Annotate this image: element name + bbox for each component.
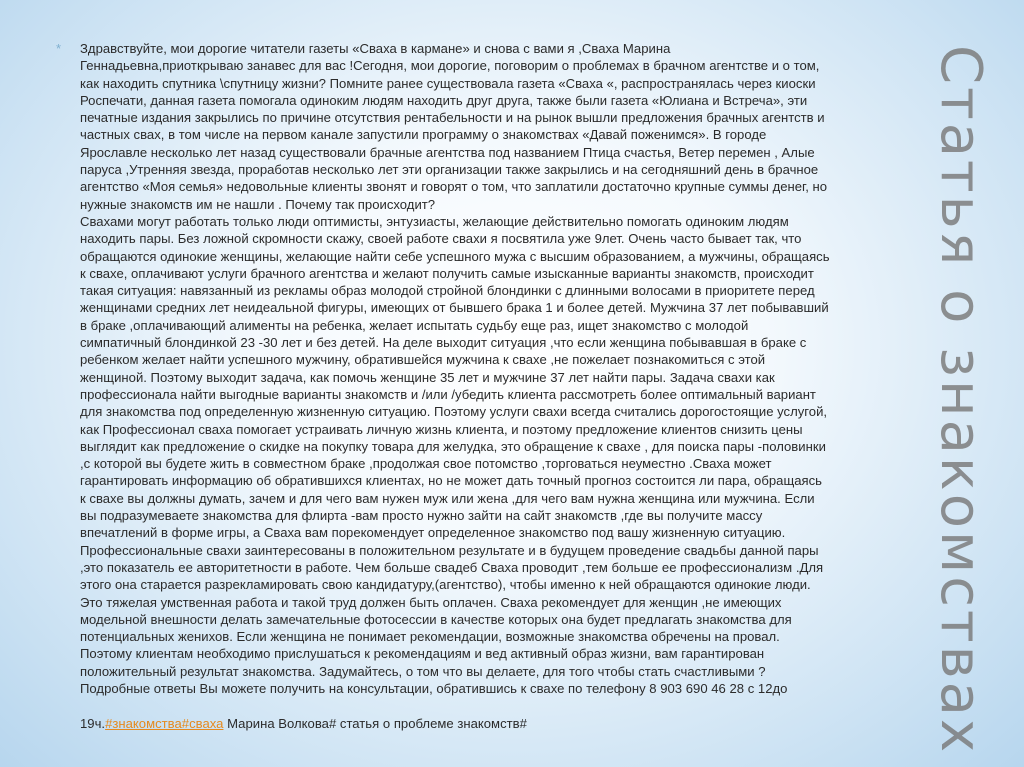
text-line: женщинами средних лет неидеальной фигуры, имеющих от бывшего брака 1 и более детей. Мужчина 37 лет побывавший xyxy=(80,300,829,316)
last-line-suffix: Марина Волкова# статья о проблеме знакомств# xyxy=(223,715,527,731)
text-line: нужные знакомств им не нашли . Почему так происходит? xyxy=(80,196,436,212)
last-line-prefix: 19ч. xyxy=(80,715,106,731)
text-line: для знакомства под определенную жизненную ситуацию. Поэтому услуги свахи всегда считались дорогостоящие услугой, xyxy=(80,404,828,420)
text-line: профессионала найти выгодные варианты знакомств и /или /убедить клиента рассмотреть более оптимальный вариант xyxy=(80,386,816,402)
text-line: симпатичный блондинкой 23 -30 лет и без детей. На деле выходит ситуация ,что если женщина побывавшая в браке с xyxy=(80,335,807,351)
last-line xyxy=(80,716,527,731)
bullet-marker: * xyxy=(56,41,62,56)
text-line: Свахами могут работать только люди оптимисты, энтузиасты, желающие действительно помогать одиноким людям xyxy=(80,213,789,229)
text-line: гарантировать информацию об обратившихся клиентах, но не может дать точный прогноз состоится ли пара, обращаясь xyxy=(80,473,823,489)
text-line: в браке ,оплачивающий алименты на ребенка, желает испытать судьбу еще раз, ищет знакомство с молодой xyxy=(80,317,749,333)
text-line: агентство «Моя семья» недовольные клиенты звонят и говорят о том, что заплатили достаточно крупные суммы денег, но xyxy=(80,179,828,195)
text-line: ,это показатель ее авторитетности в работе. Чем больше свадеб Сваха проводит ,тем больше ее профессионализм .Для xyxy=(80,559,824,575)
text-line: обращаются одинокие женщины, желающие найти себе успешного мужа с высшим образованием, а мужчины, обращаясь xyxy=(80,248,830,264)
text-line: Геннадьевна,приоткрываю занавес для вас !Сегодня, мои дорогие, поговорим о проблемах в брачном агентстве и о том, xyxy=(80,58,820,74)
text-line: вы подразумеваете знакомства для флирта -вам просто нужно зайти на сайт знакомств ,где вы получите массу xyxy=(80,508,763,524)
text-line: Это тяжелая умственная работа и такой труд должен быть оплачен. Сваха рекомендует для женщин ,не имеющих xyxy=(80,594,782,610)
text-line: находить пары. Без ложной скромности скажу, своей работе свахи я посвятила уже 9лет. Очень часто бывает так, что xyxy=(80,231,802,247)
text-line: ребенком желает найти успешного мужчину, обратившейся мужчина к свахе ,не пожелает познакомиться с этой xyxy=(80,352,766,368)
vertical-title: Статья о знакомствах xyxy=(928,45,993,756)
text-line: частных свах, в том числе на первом канале запустили программу о знакомствах «Давай поженимся». В городе xyxy=(80,127,767,143)
text-line: женщиной. Поэтому выходит задача, как помочь женщине 35 лет и мужчине 37 лет найти пары. Задача свахи как xyxy=(80,369,775,385)
text-line: Ярославле несколько лет назад существовали брачные агентства под названием Птица счастья, Ветер перемен , Алые xyxy=(80,144,815,160)
text-line: как находить спутника \спутницу жизни? Помните ранее существовала газета «Сваха «, распространялась через киоски xyxy=(80,75,816,91)
text-line: Подробные ответы Вы можете получить на консультации, обратившись к свахе по телефону 8 903 690 46 28 с 12до xyxy=(80,680,788,696)
text-line: Роспечати, данная газета помогала одиноким людям находить друг друга, также были газета «Юлиана и Встреча», эти xyxy=(80,92,808,108)
text-line: потенциальных женихов. Если женщина не понимает рекомендации, возможные знакомства обречены на провал. xyxy=(80,629,780,645)
text-line: модельной внешности делать замечательные фотосессии в качестве которых она будет предлагать знакомства для xyxy=(80,611,792,627)
text-line: к свахе вы должны думать, зачем и для чего вам нужен муж или жена ,для чего вам нужна женщина или мужчина. Если xyxy=(80,490,815,506)
text-line: выглядит как предложение о скидке на покупку товара для желудка, это обращение к свахе , для поиска пары -половинки xyxy=(80,438,826,454)
text-line: Поэтому клиентам необходимо прислушаться к рекомендациям и вед активный образ жизни, вам гарантирован xyxy=(80,646,765,662)
text-line: как Профессионал сваха помогает устраивать личную жизнь клиента, и поэтому предложение клиентов снизить цены xyxy=(80,421,803,437)
text-line: к свахе, оплачивают услуги брачного агентства и желают получить самые изысканные варианты знакомств, происходит xyxy=(80,265,814,281)
hashtag-link[interactable]: #знакомства#сваха xyxy=(105,715,224,731)
text-line: впечатлений в форме игры, а Сваха вам порекомендует определенное знакомство под вашу жизненную ситуацию. xyxy=(80,525,786,541)
text-line: такая ситуация: навязанный из рекламы образ молодой стройной блондинки с длинными волосами в приоритете перед xyxy=(80,283,815,299)
article-body xyxy=(80,41,830,696)
text-line: паруса ,Утренняя звезда, проработав несколько лет эти организации также закрылись и на сегодняшний день в брачное xyxy=(80,162,819,178)
text-line: ,с которой вы будете жить в совместном браке ,продолжая свое потомство ,торговаться неуместно .Сваха может xyxy=(80,456,772,472)
text-line: Профессиональные свахи заинтересованы в положительном результате и в будущем проведение свадьбы данной пары xyxy=(80,542,819,558)
text-line: печатные издания закрылись по причине отсутствия рентабельности и на рынок вышли предложения брачных агентств и xyxy=(80,110,825,126)
text-line: этого она старается разрекламировать свою кандидатуру,(агентство), чтобы именно к ней обращаются одинокие люди. xyxy=(80,577,811,593)
text-line: Здравствуйте, мои дорогие читатели газеты «Сваха в кармане» и снова с вами я ,Сваха Марина xyxy=(80,41,671,56)
text-line: положительный результат знакомства. Задумайтесь, о том что вы делаете, для того чтобы стать счастливыми ? xyxy=(80,663,766,679)
article-text xyxy=(80,40,945,732)
